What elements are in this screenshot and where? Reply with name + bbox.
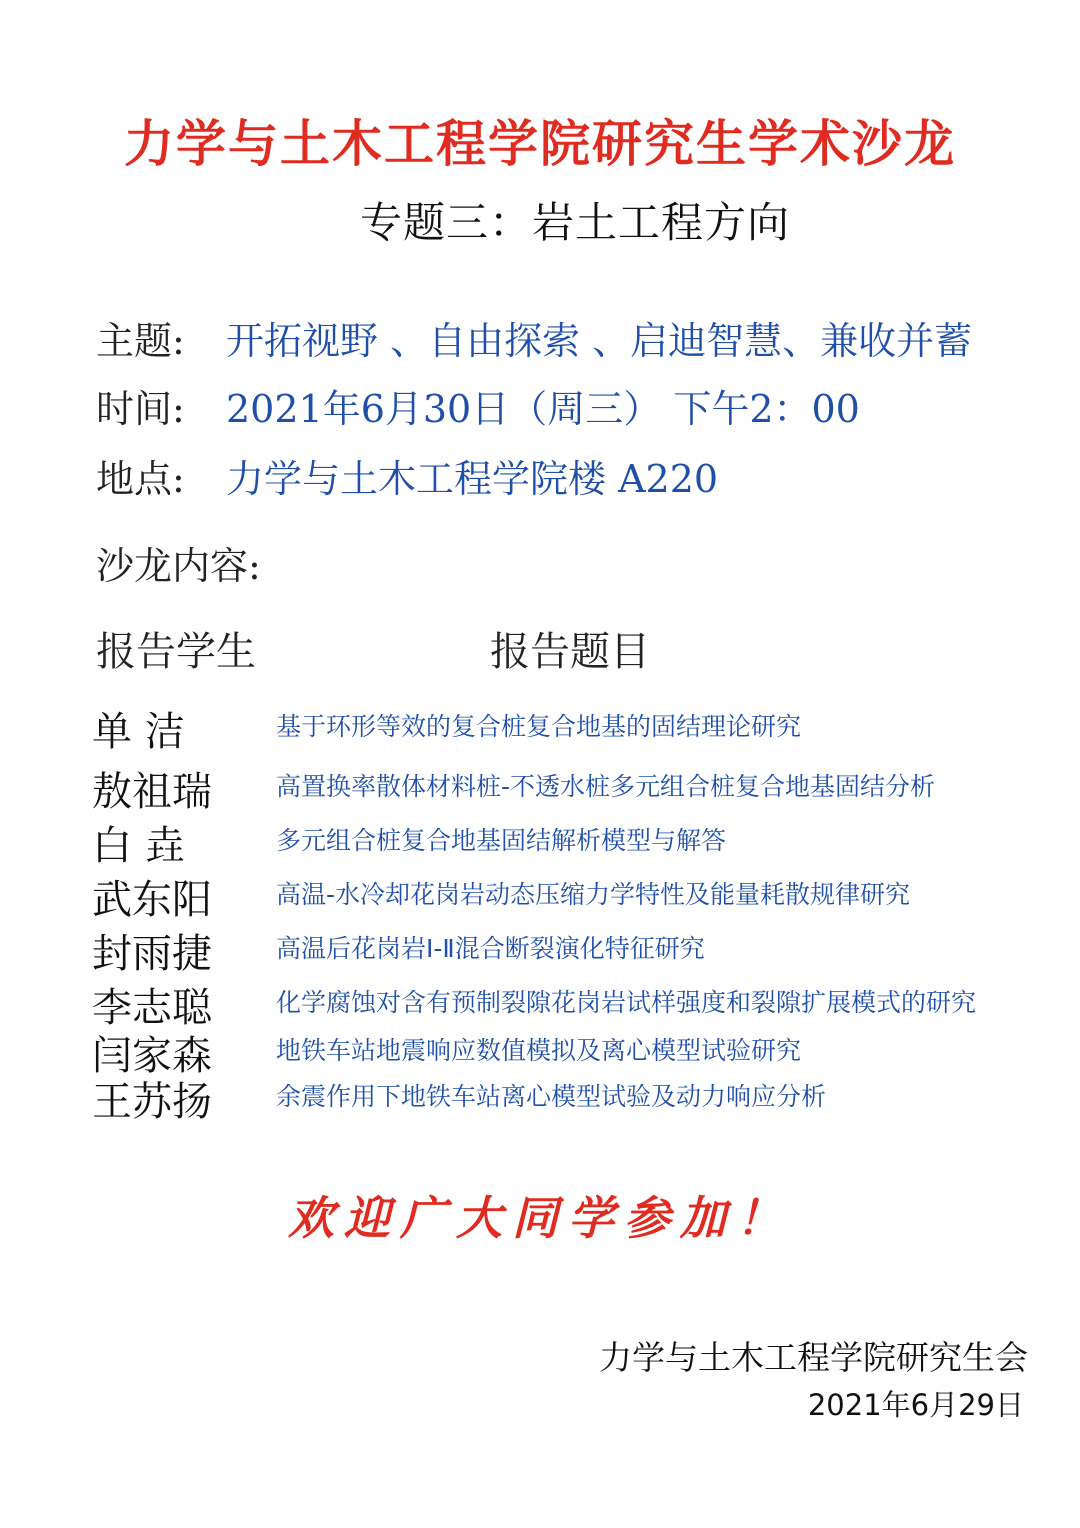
report-topic: 基于环形等效的复合桩复合地基的固结理论研究 xyxy=(276,712,802,741)
poster-subtitle: 专题三：岩土工程方向 xyxy=(360,198,791,247)
header-student: 报告学生 xyxy=(96,629,256,675)
report-topic: 高温后花岗岩Ⅰ-Ⅱ混合断裂演化特征研究 xyxy=(276,934,705,963)
student-name: 闫家森 xyxy=(92,1033,212,1079)
organizer-name: 力学与土木工程学院研究生会 xyxy=(599,1338,1028,1377)
student-name: 敖祖瑞 xyxy=(92,769,212,815)
student-name: 李志聪 xyxy=(92,985,212,1031)
student-name: 武东阳 xyxy=(92,877,212,923)
theme-value: 开拓视野 、自由探索 、启迪智慧、兼收并蓄 xyxy=(226,319,973,363)
welcome-slogan: 欢迎广大同学参加！ xyxy=(288,1191,792,1245)
time-label: 时间: xyxy=(96,387,185,431)
student-name: 白 垚 xyxy=(92,823,185,869)
time-value: 2021年6月30日（周三） 下午2：00 xyxy=(226,387,860,431)
poster-title: 力学与土木工程学院研究生学术沙龙 xyxy=(124,115,956,173)
report-topic: 化学腐蚀对含有预制裂隙花岗岩试样强度和裂隙扩展模式的研究 xyxy=(276,988,977,1017)
report-topic: 地铁车站地震响应数值模拟及离心模型试验研究 xyxy=(276,1036,802,1065)
place-value: 力学与土木工程学院楼 A220 xyxy=(226,457,719,501)
report-topic: 高温-水冷却花岗岩动态压缩力学特性及能量耗散规律研究 xyxy=(276,880,911,909)
header-topic: 报告题目 xyxy=(490,629,650,675)
theme-label: 主题: xyxy=(96,319,185,363)
report-topic: 高置换率散体材料桩-不透水桩多元组合桩复合地基固结分析 xyxy=(276,772,936,801)
student-name: 王苏扬 xyxy=(92,1079,212,1125)
report-topic: 余震作用下地铁车站离心模型试验及动力响应分析 xyxy=(276,1082,827,1111)
report-topic: 多元组合桩复合地基固结解析模型与解答 xyxy=(276,826,727,855)
section-title: 沙龙内容: xyxy=(96,544,261,588)
issue-date: 2021年6月29日 xyxy=(807,1388,1024,1422)
place-label: 地点: xyxy=(96,457,185,501)
student-name: 单 洁 xyxy=(92,709,185,755)
student-name: 封雨捷 xyxy=(92,931,212,977)
